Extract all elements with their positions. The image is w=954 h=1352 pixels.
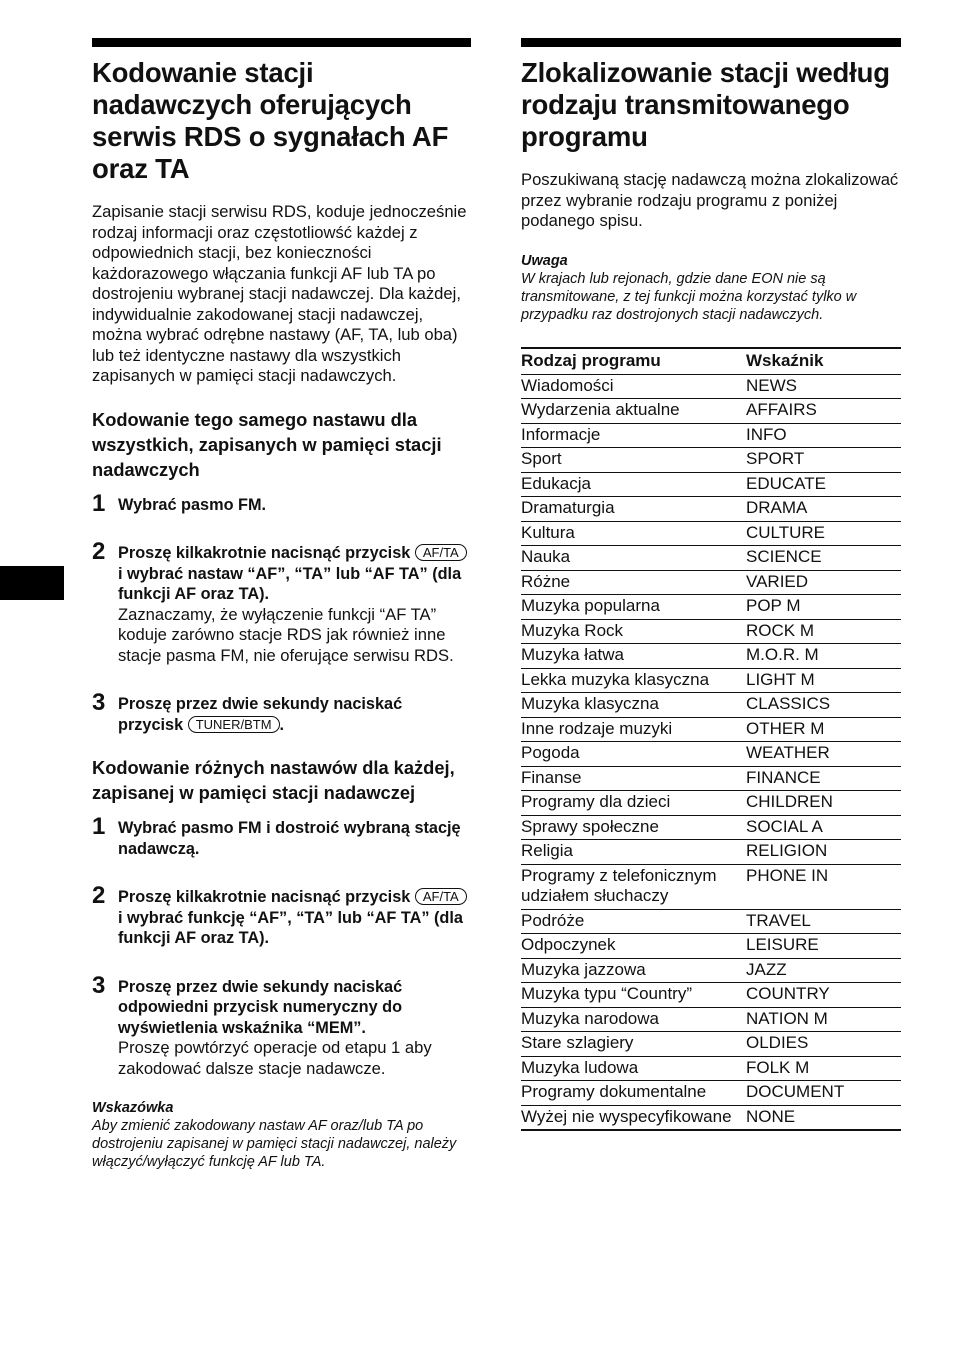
- right-column: [521, 38, 901, 1131]
- indicator-cell: TRAVEL: [746, 910, 811, 930]
- step-instruction: [118, 694, 471, 735]
- table-row: [521, 742, 901, 767]
- table-row: [521, 1105, 901, 1130]
- table-row: [521, 668, 901, 693]
- table-row: [521, 791, 901, 816]
- program-type-cell: Finanse: [521, 767, 582, 787]
- section1-step-2: [92, 538, 471, 666]
- indicator-cell: DOCUMENT: [746, 1082, 845, 1101]
- program-type-cell: Lekka muzyka klasyczna: [521, 669, 710, 689]
- program-type-cell: Pogoda: [521, 743, 580, 762]
- step-number: 2: [92, 538, 106, 565]
- indicator-cell: CULTURE: [746, 522, 826, 542]
- note-title: Uwaga: [521, 252, 568, 269]
- right-intro: Poszukiwaną stację nadawczą można zlokalizować przez wybranie rodzaju programu z poniżej podanego spisu.: [521, 170, 899, 230]
- step-instruction-part: .: [279, 715, 285, 734]
- program-type-cell: Muzyka popularna: [521, 596, 660, 615]
- table-row: [521, 840, 901, 865]
- step-instruction: Wybrać pasmo FM.: [118, 495, 267, 514]
- indicator-cell: EDUCATE: [746, 473, 826, 493]
- tuner-btm-button-label: TUNER/BTM: [188, 716, 280, 733]
- table-row: [521, 934, 901, 959]
- step-instruction-part: Proszę kilkakrotnie nacisnąć przycisk: [118, 544, 411, 562]
- program-type-cell: Odpoczynek: [521, 935, 616, 954]
- program-type-cell: Muzyka Rock: [521, 620, 624, 640]
- table-row: [521, 472, 901, 497]
- program-type-cell: Kultura: [521, 522, 575, 542]
- table-row: [521, 766, 901, 791]
- column-header-indicator: Wskaźnik: [746, 350, 824, 370]
- table-row: [521, 1032, 901, 1057]
- table-row: [521, 864, 901, 909]
- indicator-cell: NATION M: [746, 1008, 828, 1028]
- program-type-cell: Informacje: [521, 424, 601, 444]
- program-type-cell: Muzyka łatwa: [521, 645, 624, 664]
- program-type-cell: Podróże: [521, 910, 585, 930]
- table-row: [521, 570, 901, 595]
- indicator-cell: FOLK M: [746, 1057, 810, 1077]
- step-number: 3: [92, 689, 106, 716]
- step-number: 1: [92, 489, 106, 517]
- program-type-cell: Muzyka ludowa: [521, 1057, 639, 1077]
- program-type-cell: Muzyka narodowa: [521, 1008, 659, 1028]
- right-title: Zlokalizowanie stacji według rodzaju transmitowanego programu: [521, 57, 890, 152]
- indicator-cell: NONE: [746, 1106, 796, 1126]
- table-row: [521, 1056, 901, 1081]
- indicator-cell: RELIGION: [746, 841, 828, 860]
- program-type-cell: Religia: [521, 841, 573, 860]
- indicator-cell: PHONE IN: [746, 865, 829, 885]
- table-row: [521, 423, 901, 448]
- side-tab-marker: [0, 566, 64, 600]
- program-type-cell: Stare szlagiery: [521, 1033, 634, 1052]
- indicator-cell: CHILDREN: [746, 792, 833, 811]
- step-instruction: [118, 887, 471, 949]
- step-instruction: Wybrać pasmo FM i dostroić wybraną stację nadawczą.: [118, 819, 461, 858]
- table-row: [521, 546, 901, 571]
- indicator-cell: INFO: [746, 424, 787, 444]
- indicator-cell: JAZZ: [746, 959, 787, 979]
- table-row: [521, 693, 901, 718]
- section2-step-2: [92, 882, 471, 949]
- step-instruction-part: i wybrać nastaw “AF”, “TA” lub “AF TA” (dla funkcji AF oraz TA).: [118, 564, 462, 603]
- section2-step-1: [92, 813, 471, 859]
- step-instruction: Proszę przez dwie sekundy naciskać odpowiedni przycisk numeryczny do wyświetlenia wskaźnika “MEM”.: [118, 977, 403, 1037]
- program-type-cell: Różne: [521, 571, 571, 591]
- program-type-cell: Dramaturgia: [521, 498, 615, 517]
- program-type-cell: Sport: [521, 449, 562, 468]
- indicator-cell: M.O.R. M: [746, 645, 819, 664]
- indicator-cell: SOCIAL A: [746, 816, 823, 836]
- left-title: Kodowanie stacji nadawczych oferujących serwis RDS o sygnałach AF oraz TA: [92, 57, 449, 184]
- note-box: [521, 252, 901, 324]
- indicator-cell: DRAMA: [746, 498, 808, 517]
- section-rule: [521, 38, 901, 47]
- program-type-cell: Wydarzenia aktualne: [521, 400, 680, 419]
- section1-step-1: [92, 489, 471, 517]
- indicator-cell: LEISURE: [746, 935, 819, 954]
- indicator-cell: POP M: [746, 596, 801, 615]
- tip-box: [92, 1099, 471, 1171]
- step-instruction-part: Proszę kilkakrotnie nacisnąć przycisk: [118, 888, 411, 906]
- step-instruction: [118, 543, 471, 605]
- indicator-cell: LIGHT M: [746, 669, 815, 689]
- program-type-cell: Muzyka typu “Country”: [521, 984, 692, 1003]
- program-type-cell: Nauka: [521, 547, 571, 566]
- section-rule: [92, 38, 471, 47]
- program-type-cell: Muzyka klasyczna: [521, 694, 659, 713]
- program-type-cell: Programy dla dzieci: [521, 792, 671, 811]
- program-type-cell: Muzyka jazzowa: [521, 959, 646, 979]
- indicator-cell: FINANCE: [746, 767, 821, 787]
- section2-heading: Kodowanie różnych nastawów dla każdej, zapisanej w pamięci stacji nadawczej: [92, 757, 455, 803]
- table-row: [521, 619, 901, 644]
- indicator-cell: WEATHER: [746, 743, 830, 762]
- indicator-cell: AFFAIRS: [746, 400, 817, 419]
- step-number: 1: [92, 813, 106, 840]
- step-description: Proszę powtórzyć operacje od etapu 1 aby zakodować dalsze stacje nadawcze.: [118, 1038, 432, 1078]
- indicator-cell: OTHER M: [746, 718, 825, 738]
- table-row: [521, 644, 901, 669]
- indicator-cell: VARIED: [746, 571, 809, 591]
- table-row: [521, 958, 901, 983]
- program-type-cell: Edukacja: [521, 473, 591, 493]
- indicator-cell: SPORT: [746, 449, 805, 468]
- table-row: [521, 595, 901, 620]
- section1-heading: Kodowanie tego samego nastawu dla wszystkich, zapisanych w pamięci stacji nadawczych: [92, 408, 442, 480]
- step-number: 3: [92, 971, 106, 999]
- tip-text: Aby zmienić zakodowany nastaw AF oraz/lub TA po dostrojeniu zapisanej w pamięci stacji nadawczej, należy włączyć/wyłączyć funkcję AF lub TA.: [92, 1118, 457, 1170]
- indicator-cell: SCIENCE: [746, 547, 822, 566]
- table-row: [521, 717, 901, 742]
- table-row: [521, 448, 901, 473]
- program-type-table: [521, 347, 901, 1132]
- table-row: [521, 815, 901, 840]
- indicator-cell: NEWS: [746, 375, 797, 395]
- table-row: [521, 1081, 901, 1106]
- indicator-cell: ROCK M: [746, 620, 814, 640]
- table-body: [521, 374, 901, 1130]
- left-intro: Zapisanie stacji serwisu RDS, koduje jednocześnie rodzaj informacji oraz częstotliowść każdej z odpowiednich stacji, bez konieczności każdorazowego włączania funkcji AF lub TA po dostrojeniu wybranej stacji nadawczej. Dla każdej, indywidualnie zakodowanej stacji nadawczej, można wybrać odrębne nastawy (AF, TA, lub oba) lub też identyczne nastawy dla wszystkich zapisanych w pamięci stacji nadawczych.: [92, 202, 467, 385]
- indicator-cell: COUNTRY: [746, 984, 830, 1003]
- table-header-row: [521, 348, 901, 375]
- table-row: [521, 399, 901, 424]
- step-instruction-part: Proszę przez dwie sekundy naciskać przycisk: [118, 695, 403, 734]
- table-row: [521, 521, 901, 546]
- af-ta-button-label: AF/TA: [415, 888, 467, 905]
- table-row: [521, 374, 901, 399]
- section1-step-3: [92, 689, 471, 735]
- table-row: [521, 1007, 901, 1032]
- program-type-cell: Wyżej nie wyspecyfikowane: [521, 1106, 732, 1126]
- program-type-cell: Inne rodzaje muzyki: [521, 718, 673, 738]
- table-row: [521, 983, 901, 1008]
- program-type-cell: Programy dokumentalne: [521, 1082, 707, 1101]
- step-description: Zaznaczamy, że wyłączenie funkcji “AF TA” koduje zarówno stacje RDS jak również inne stacje pasma FM, nie oferujące serwisu RDS.: [118, 604, 454, 665]
- left-column: [92, 38, 471, 1171]
- table-row: [521, 909, 901, 934]
- step-number: 2: [92, 882, 106, 909]
- af-ta-button-label: AF/TA: [415, 544, 467, 561]
- column-header-program: Rodzaj programu: [521, 350, 661, 370]
- table-row: [521, 497, 901, 522]
- program-type-cell: Wiadomości: [521, 375, 614, 395]
- program-type-cell: Sprawy społeczne: [521, 816, 659, 836]
- indicator-cell: OLDIES: [746, 1033, 809, 1052]
- program-type-cell: Programy z telefonicznym udziałem słuchaczy: [521, 865, 717, 905]
- tip-title: Wskazówka: [92, 1100, 174, 1116]
- indicator-cell: CLASSICS: [746, 694, 831, 713]
- step-instruction-part: i wybrać funkcję “AF”, “TA” lub “AF TA” (dla funkcji AF oraz TA).: [118, 908, 463, 947]
- note-text: W krajach lub rejonach, gdzie dane EON nie są transmitowane, z tej funkcji można korzystać tylko w przypadku raz dostrojonych stacji nadawczych.: [521, 270, 857, 323]
- section2-step-3: [92, 971, 471, 1080]
